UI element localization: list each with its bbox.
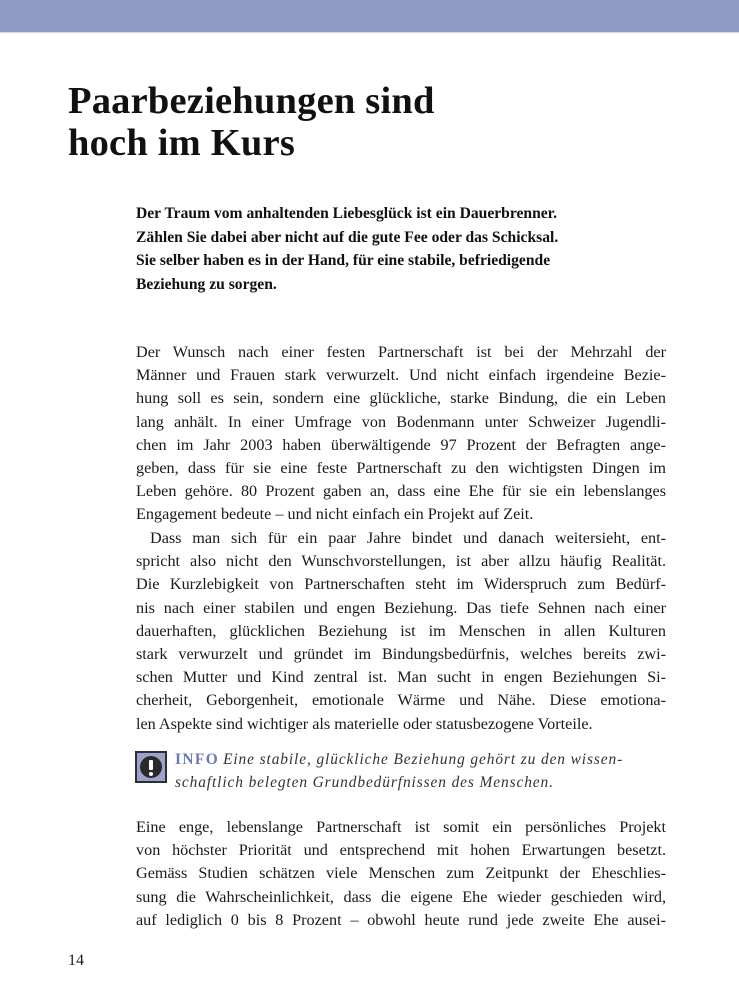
- text-line: spricht also nicht den Wunschvorstellungen, ist aber allzu häufig Realität.: [136, 552, 666, 571]
- info-line: [175, 748, 675, 771]
- text-line: len Aspekte sind wichtiger als materielle oder statusbezogene Vorteile.: [136, 714, 593, 733]
- text-line: cherheit, Geborgenheit, emotionale Wärme und Nähe. Diese emotiona-: [136, 691, 666, 710]
- info-line-text: Eine stabile, glückliche Beziehung gehört zu den wissen-: [223, 751, 624, 768]
- text-line: auf lediglich 0 bis 8 Prozent – obwohl heute rund jede zweite Ehe ausei-: [136, 910, 666, 929]
- body-paragraph: [136, 341, 666, 527]
- info-text: [175, 748, 675, 794]
- text-line: nis nach einer stabilen und engen Beziehung. Das tiefe Sehnen nach einer: [136, 598, 666, 617]
- text-line: chen im Jahr 2003 haben überwältigende 97 Prozent der Befragten ange-: [136, 435, 666, 454]
- page-number: 14: [68, 952, 84, 969]
- lead-line: Der Traum vom anhaltenden Liebesglück ist ein Dauerbrenner.: [136, 205, 558, 222]
- text-line: dauerhaften, glücklichen Beziehung ist im Menschen in allen Kulturen: [136, 621, 666, 640]
- header-band: [0, 0, 739, 33]
- body-paragraph: [136, 527, 666, 736]
- info-label: INFO: [175, 751, 220, 768]
- lead-line: Zählen Sie dabei aber nicht auf die gute Fee oder das Schicksal.: [136, 228, 559, 246]
- lead-line: Sie selber haben es in der Hand, für eine stabile, befriedigende: [136, 252, 551, 269]
- text-line: Die Kurzlebigkeit von Partnerschaften steht im Widerspruch zum Bedürf-: [136, 575, 666, 594]
- text-line: geben, dass für sie eine feste Partnerschaft zu den wichtigsten Dingen im: [136, 459, 666, 478]
- text-line: Gemäss Studien schätzen viele Menschen zum Zeitpunkt der Eheschlies-: [136, 864, 666, 883]
- text-line: Engagement bedeute – und nicht einfach ein Projekt auf Zeit.: [136, 505, 534, 524]
- text-line: lang anhält. In einer Umfrage von Bodenmann unter Schweizer Jugendli-: [136, 412, 666, 431]
- info-box: [135, 748, 675, 798]
- text-line: Leben gehöre. 80 Prozent gaben an, dass eine Ehe für sie ein lebenslanges: [136, 482, 666, 501]
- text-line: sung die Wahrscheinlichkeit, dass die eigene Ehe wieder geschieden wird,: [136, 887, 666, 906]
- text-line: Der Wunsch nach einer festen Partnerschaft ist bei der Mehrzahl der: [136, 343, 666, 361]
- body-paragraph: [136, 816, 666, 932]
- lead-paragraph: [136, 202, 666, 296]
- chapter-title-line: hoch im Kurs: [68, 122, 296, 164]
- info-line: schaftlich belegten Grundbedürfnissen des Menschen.: [175, 774, 554, 791]
- text-line: von höchster Priorität und entsprechend mit hohen Erwartungen besetzt.: [136, 841, 666, 860]
- text-line: hung soll es sein, sondern eine glückliche, starke Bindung, die ein Leben: [136, 389, 666, 408]
- lead-line: Beziehung zu sorgen.: [136, 275, 277, 293]
- text-line: Dass man sich für ein paar Jahre bindet und danach weitersieht, ent-: [150, 529, 666, 547]
- chapter-title: [68, 80, 628, 164]
- text-line: schen Mutter und Kind zentral ist. Man sucht in engen Beziehungen Si-: [136, 668, 666, 687]
- text-line: Eine enge, lebenslange Partnerschaft ist somit ein persönliches Projekt: [136, 818, 666, 836]
- chapter-title-line: Paarbeziehungen sind: [68, 80, 435, 122]
- text-line: stark verwurzelt und gründet im Bindungsbedürfnis, welches bereits zwi-: [136, 645, 666, 664]
- text-line: Männer und Frauen stark verwurzelt. Und nicht einfach irgendeine Bezie-: [136, 366, 666, 385]
- exclamation-icon: [135, 751, 167, 783]
